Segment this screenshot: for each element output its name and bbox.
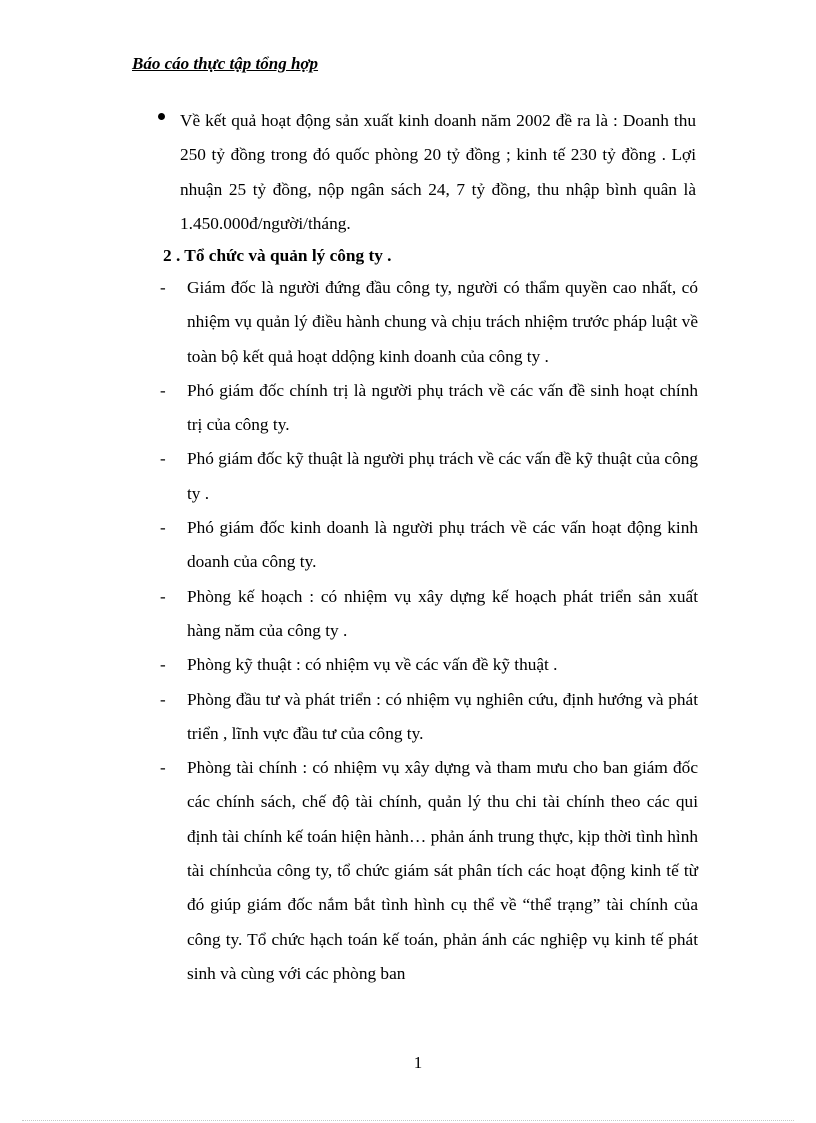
section-heading: 2 . Tổ chức và quản lý công ty . [163,246,392,265]
list-item-text: Phòng kế hoạch : có nhiệm vụ xây dựng kế hoạch phát triển sản xuất hàng năm của công ty . [187,586,698,640]
bullet-dot-icon [158,113,165,120]
dash-marker: - [160,278,166,297]
list-item-text: Phòng đầu tư và phát triển : có nhiệm vụ nghiên cứu, định hướng và phát triển , lĩnh vực đầu tư của công ty. [187,689,698,743]
bullet-paragraph [150,104,710,241]
list-item [160,442,700,511]
list-item-text: Phó giám đốc kỹ thuật là người phụ trách về các vấn đề kỹ thuật của công ty . [187,449,698,503]
dash-marker: - [160,655,166,675]
dash-marker: - [160,689,166,709]
dash-marker: - [160,380,166,400]
footer-divider [22,1120,794,1121]
list-item [160,683,700,752]
list-item [160,648,700,682]
page-number: 1 [413,1053,423,1072]
list-item [160,751,700,991]
list-item [160,511,700,580]
dash-marker: - [160,586,166,606]
list-item-text: Phó giám đốc chính trị là người phụ trách về các vấn đề sinh hoạt chính trị của công ty. [187,380,698,435]
bullet-text: Về kết quả hoạt động sản xuất kinh doanh năm 2002 đề ra là : Doanh thu 250 tỷ đồng trong đó quốc phòng 20 tỷ đồng ; kinh tế 230 tỷ đồng . Lợi nhuận 25 tỷ đồng, nộp ngân sách 24, 7 tỷ đồng, thu nhập bình quân là 1.450.000đ/người/tháng. [180,111,696,233]
dash-marker: - [160,518,166,538]
list-item [160,580,700,649]
page-header: Báo cáo thực tập tổng hợp [132,54,319,73]
dash-marker: - [160,449,166,469]
dash-marker: - [160,758,166,778]
list-item-text: Giám đốc là người đứng đầu công ty, người có thẩm quyền cao nhất, có nhiệm vụ quản lý điều hành chung và chịu trách nhiệm trước pháp luật về toàn bộ kết quả hoạt ddộng kinh doanh của công ty . [187,278,698,366]
list-item-text: Phó giám đốc kinh doanh là người phụ trách về các vấn hoạt động kinh doanh của công ty. [187,518,698,572]
list-item [160,374,700,443]
list-item [160,271,700,374]
list-item-text: Phòng tài chính : có nhiệm vụ xây dựng và tham mưu cho ban giám đốc các chính sách, chế độ tài chính, quản lý thu chi tài chính theo các qui định tài chính kế toán hiện hành… phản ánh trung thực, kịp thời tình hình tài chínhcủa công ty, tổ chức giám sát phân tích các hoạt động kinh tế từ đó giúp giám đốc nắm bắt tình hình cụ thể về “thể trạng” tài chính của công ty. Tổ chức hạch toán kế toán, phản ánh các nghiệp vụ kinh tế phát sinh và cùng với các phòng ban [187,758,698,983]
list-item-text: Phòng kỹ thuật : có nhiệm vụ về các vấn đề kỹ thuật . [187,655,558,675]
dash-list [160,271,700,991]
